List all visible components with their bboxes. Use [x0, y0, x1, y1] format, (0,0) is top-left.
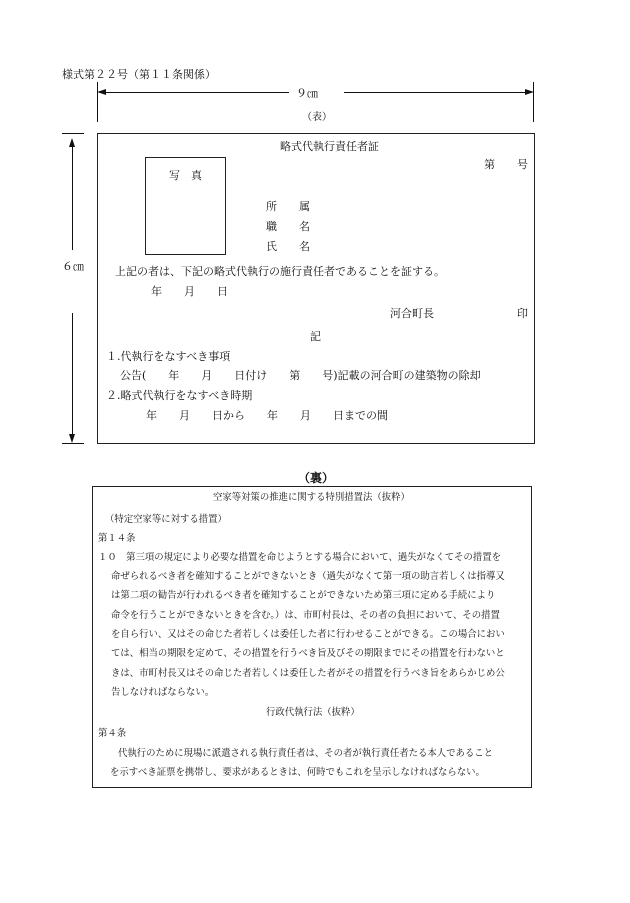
width-line-left: [104, 92, 289, 93]
width-right-tick: [533, 82, 534, 122]
law1-title: 空家等対策の推進に関する特別措置法（抜粋）: [213, 492, 410, 503]
height-bottom-tick: [62, 443, 84, 444]
front-title: 略式代執行責任者証: [280, 140, 379, 153]
item1-detail: 公告( 年 月 日付け 第 号)記載の河合町の建築物の除却: [120, 369, 481, 382]
photo-label: 写 真: [169, 169, 202, 182]
law1-line: 命ぜられるべき者を確知することができないとき（過失がなくて第一項の助言若しくは指導又: [111, 571, 505, 582]
certify-text: 上記の者は、下記の略式代執行の施行責任者であることを証する。: [115, 265, 445, 278]
front-card: [97, 133, 535, 444]
law2-line: を示すべき証票を携帯し、要求があるときは、何時でもこれを呈示しなければならない。: [110, 767, 485, 778]
seal-mark: 印: [517, 307, 528, 320]
law1-section: （特定空家等に対する措置）: [105, 514, 227, 525]
law1-line: きは、市町村長又はその命じた者若しくは委任した者がその措置を行うべき旨をあらかじめ公: [111, 668, 505, 679]
height-line-bottom: [72, 313, 73, 435]
height-arrow-down-icon: [69, 434, 75, 443]
law2-title: 行政代執行法（抜粋）: [266, 707, 360, 718]
width-label: ９㎝: [296, 87, 318, 100]
law1-line: 告しなければならない。: [111, 687, 215, 698]
width-arrow-right-icon: [525, 89, 534, 95]
height-top-tick: [62, 133, 84, 134]
field-name: 氏 名: [266, 240, 310, 253]
width-arrow-left-icon: [97, 89, 106, 95]
form-number: 様式第２２号（第１１条関係）: [62, 68, 216, 81]
law1-article: 第１４条: [98, 533, 136, 544]
front-side-label: （表）: [302, 112, 332, 123]
number-label: 第 号: [484, 158, 528, 171]
law1-line: 命令を行うことができないときを含む。）は、市町村長は、その者の負担において、その措置: [111, 610, 500, 621]
ki-label: 記: [310, 330, 321, 343]
height-line-top: [72, 146, 73, 250]
photo-box: [145, 157, 226, 255]
law1-line: １０ 第三項の規定により必要な措置を命じようとする場合において、過失がなくてその措置を: [98, 552, 501, 563]
back-card: [92, 486, 532, 788]
width-line-right: [344, 92, 526, 93]
law1-line: は第二項の勧告が行われるべき者を確知することができないため第三項に定める手続により: [111, 590, 496, 601]
issue-date: 年 月 日: [151, 285, 228, 298]
field-position: 職 名: [266, 220, 310, 233]
item2-heading: ２.略式代執行をなすべき時期: [106, 389, 253, 402]
height-label: ６㎝: [62, 260, 84, 273]
field-affiliation: 所 属: [266, 200, 310, 213]
law1-line: を自ら行い、又はその命じた者若しくは委任した者に行わせることができる。この場合におい: [111, 629, 505, 640]
item2-detail: 年 月 日から 年 月 日までの間: [146, 409, 388, 422]
height-arrow-up-icon: [69, 138, 75, 147]
back-side-label: （裏）: [298, 471, 335, 485]
width-left-tick: [97, 82, 98, 122]
issuer: 河合町長: [390, 307, 434, 320]
law1-line: ては、相当の期限を定めて、その措置を行うべき旨及びその期限までにその措置を行わないと: [111, 648, 505, 659]
law2-article: 第４条: [98, 728, 127, 739]
law2-line: 代執行のために現場に派遣される執行責任者は、その者が執行責任者たる本人であること: [118, 748, 494, 759]
item1-heading: １.代執行をなすべき事項: [106, 350, 231, 363]
